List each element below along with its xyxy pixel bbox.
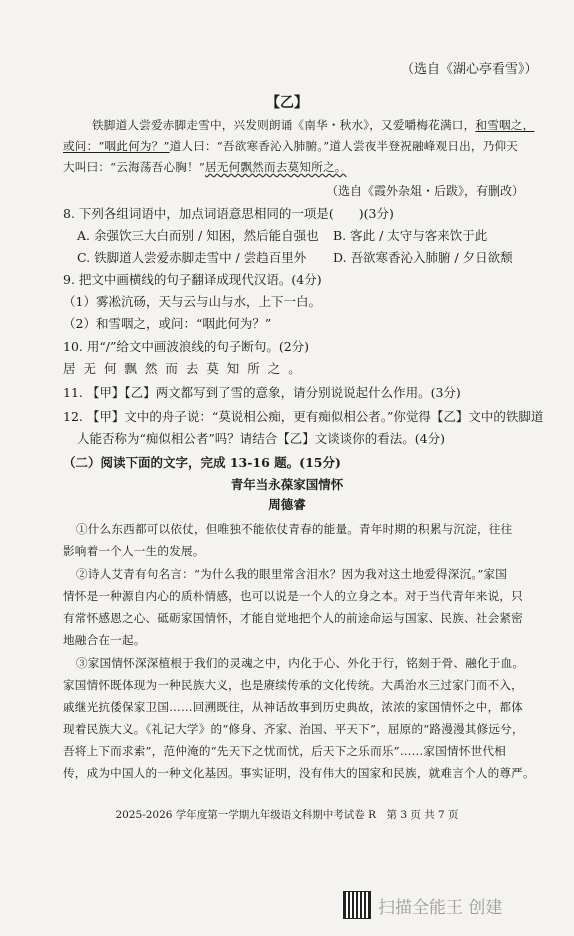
question-9: 9. 把文中画横线的句子翻译成现代汉语。(4分) — [63, 272, 322, 287]
qr-code-icon — [343, 891, 371, 919]
question-12-line-2: 人能否称为“痴似相公者”吗？请结合【乙】文谈谈你的看法。(4分) — [77, 431, 445, 446]
question-8: 8. 下列各组词语中，加点词语意思相同的一项是( )(3分) — [63, 206, 394, 221]
paragraph-1-line-1: ①什么东西都可以依仗，但唯独不能依仗青春的能量。青年时期的积累与沉淀，往往 — [76, 522, 513, 536]
yi-text-line-1 — [92, 117, 534, 133]
paragraph-3-line-5: 吾将上下而求索”，范仲淹的“先天下之忧而忧，后天下之乐而乐”……家国情怀世代相 — [63, 744, 506, 758]
paragraph-3-line-6: 传，成为中国人的一种文化基因。事实证明，没有伟大的国家和民族，就难言个人的尊严。 — [63, 766, 535, 780]
yi-text-part: 大叫曰：“云海荡吾心胸！” — [63, 160, 205, 174]
q8-option-b: B. 客此 / 太守与客来饮于此 — [333, 228, 488, 243]
scanner-watermark: 扫描全能王 创建 — [378, 898, 503, 918]
underlined-sentence-part: 或问：“咽此何为？” — [63, 139, 170, 153]
yi-text-part: 铁脚道人尝爱赤脚走雪中，兴发则朗诵《南华・秋水》，又爱嚼梅花满口， — [92, 118, 476, 132]
section-heading-yi: 【乙】 — [266, 95, 308, 111]
paragraph-3-line-4: 现着民族大义。《礼记大学》的“修身、齐家、治国、平天下”，屈原的“路漫漫其修远兮， — [63, 722, 524, 736]
q9-item-2: （2）和雪咽之，或问：“咽此何为？” — [63, 316, 272, 331]
essay-author: 周德睿 — [268, 497, 306, 512]
underlined-sentence-part: 和雪咽之， — [475, 118, 535, 132]
yi-text-line-2 — [63, 138, 518, 154]
paragraph-1-line-2: 影响着一个人一生的发展。 — [63, 544, 205, 558]
source-note-yi: （选自《霞外杂俎・后跋》，有删改） — [326, 184, 525, 198]
q8-option-c: C. 铁脚道人尝爱赤脚走雪中 / 尝趋百里外 — [77, 250, 307, 265]
q8-option-d: D. 吾欲寒香沁入肺腑 / 夕日欲颓 — [333, 250, 513, 265]
wavy-sentence: 居无何飘然而去莫知所之。 — [205, 160, 347, 174]
q8-option-a: A. 余强饮三大白而别 / 知困，然后能自强也 — [77, 228, 319, 243]
q10-sentence: 居 无 何 飘 然 而 去 莫 知 所 之 。 — [63, 361, 303, 376]
paragraph-3-line-2: 家国情怀既体现为一种民族大义，也是赓续传承的文化传统。大禹治水三过家门而不入， — [63, 678, 523, 692]
paragraph-3-line-3: 戚继光抗倭保家卫国……回溯既往，从神话故事到历史典故，浓浓的家国情怀之中，都体 — [63, 700, 523, 714]
source-note-jia: （选自《湖心亭看雪》） — [401, 62, 538, 77]
paragraph-3-line-1: ③家国情怀深深植根于我们的灵魂之中，内化于心、外化于行，铭刻于骨、融化于血。 — [76, 656, 525, 670]
yi-text-part: 道人曰：“吾欲寒香沁入肺腑。”道人尝夜半登祝融峰观日出，乃仰天 — [169, 139, 519, 153]
paragraph-2-line-2: 情怀是一种源自内心的质朴情感，也可以说是一个人的立身之本。对于当代青年来说，只 — [63, 589, 523, 603]
paragraph-2-line-4: 地融合在一起。 — [63, 633, 146, 647]
part-two-heading: （二）阅读下面的文字，完成 13-16 题。(15分) — [63, 455, 341, 470]
paragraph-2-line-1: ②诗人艾青有句名言：“为什么我的眼里常含泪水？因为我对这土地爱得深沉。”家国 — [76, 567, 508, 581]
yi-text-line-3 — [63, 159, 347, 175]
paragraph-2-line-3: 有常怀感恩之心、砥砺家国情怀，才能自觉地把个人的前途命运与国家、民族、社会紧密 — [63, 611, 523, 625]
question-12-line-1: 12. 【甲】文中的舟子说：“莫说相公痴，更有痴似相公者。”你觉得【乙】文中的铁脚道 — [63, 409, 544, 424]
question-11: 11. 【甲】【乙】两文都写到了雪的意象，请分别说说起什么作用。(3分) — [63, 385, 461, 400]
question-10: 10. 用“/”给文中画波浪线的句子断句。(2分) — [63, 339, 310, 354]
page-footer: 2025-2026 学年度第一学期九年级语文科期中考试卷 R 第 3 页 共 7 页 — [115, 809, 459, 821]
q9-item-1: （1）雾凇沆砀，天与云与山与水，上下一白。 — [63, 294, 321, 309]
essay-title: 青年当永葆家国情怀 — [230, 477, 344, 492]
